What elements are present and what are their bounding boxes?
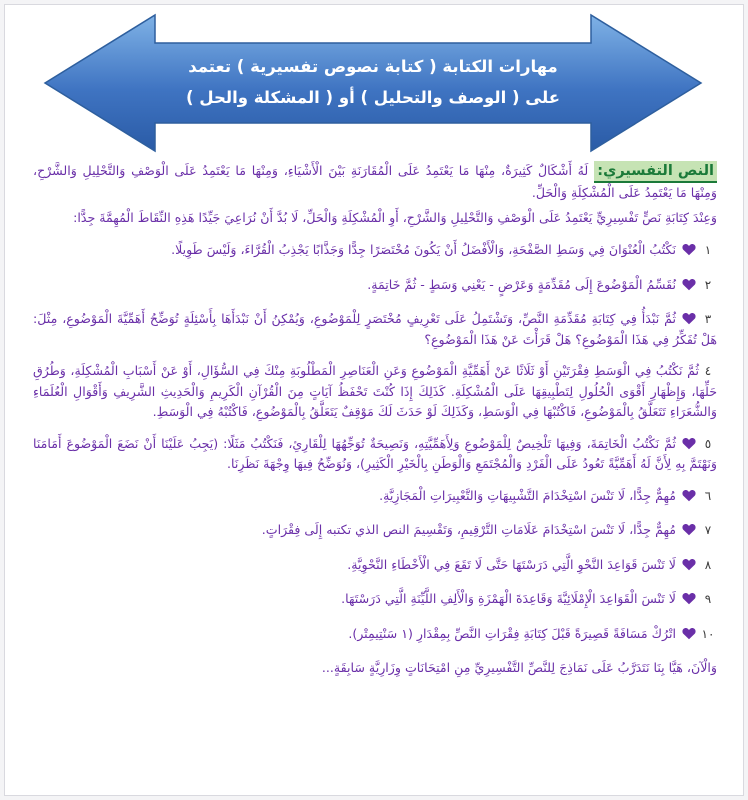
item-text: ثُمَّ نَكْتُبُ الْخَاتِمَةَ، وَفِيهَا تَلْخِيصٌ لِلْمَوْضُوعِ وَلِأَهَمِّيَّتِهِ، وَنَصِيحَةٌ تُوَجِّهُهَا لِلْقَارِئِ، فَنَكْتُبُ مَثَلًا: (يَجِبُ عَلَيْنَا أَنْ نَضَعَ الْمَوْضُوعَ أَمَامَنَا وَنَهْتَمَّ بِهِ لِأَنَّ لَهُ أَهَمِّيَّةً تَعُودُ عَلَى الْفَرْدِ وَالْمُجْتَمَعِ وَالْوَطَنِ بِالْخَيْرِ الْكَثِيرِ)، وَنُوَضِّحُ فِيهَا وِجْهَةَ نَظَرِنَا. xyxy=(33,435,717,471)
item-text: لَا تَنْسَ قَوَاعِدَ النَّحْوِ الَّتِي دَرَسْتَهَا حَتَّى لَا تَقَعَ فِي الْأَخْطَاءِ النَّحْوِيَّةِ. xyxy=(347,556,676,572)
banner-line-1: مهارات الكتابة ( كتابة نصوص تفسيرية ) تعتمد xyxy=(188,57,558,76)
heart-icon xyxy=(682,627,696,640)
list-item xyxy=(33,589,717,610)
heart-icon xyxy=(682,523,696,536)
closing-paragraph: وَالْآنَ، هَيَّا بِنَا نَتَدَرَّبُ عَلَى نَمَاذِجَ لِلنَّصِّ التَّفْسِيرِيِّ مِنِ امْتِحَانَاتٍ وِزَارِيَّةٍ سَابِقَةٍ... xyxy=(321,660,717,675)
list-item xyxy=(33,361,717,423)
lead-paragraph: وَعِنْدَ كِتَابَةِ نَصٍّ تَفْسِيرِيٍّ يَعْتَمِدُ عَلَى الْوَصْفِ وَالتَّحْلِيلِ وَالشَّرْحِ، أَوِ الْمُشْكِلَةِ وَالْحَلِّ، لَا بُدَّ أَنْ نُرَاعِيَ جَيِّدًا هَذِهِ النِّقَاطَ الْمُهِمَّةَ جِدًّا: xyxy=(73,209,717,225)
item-text: نَكْتُبُ الْعُنْوَانَ فِي وَسَطِ الصَّفْحَةِ، وَالْأَفْضَلُ أَنْ يَكُونَ مُخْتَصَرًا جِدًّا وَجَذَّابًا يَجْذِبُ الْقُرَّاءَ، وَلَيْسَ طَوِيلًا. xyxy=(171,242,676,257)
item-number: ٦ xyxy=(704,488,712,503)
heart-icon xyxy=(682,243,696,256)
item-text: لَا تَنْسَ الْقَوَاعِدَ الْإِمْلَائِيَّةَ وَقَاعِدَةَ الْهَمْزَةِ وَالْأَلِفِ اللَّيِّنَةِ الَّتِي دَرَسْتَهَا. xyxy=(341,591,676,606)
item-number: ٧ xyxy=(704,523,712,537)
title-banner xyxy=(43,13,703,153)
heart-icon xyxy=(682,278,696,291)
list-item xyxy=(33,434,717,475)
item-text: ثُمَّ نَكْتُبُ فِي الْوَسَطِ فِقْرَتَيْنِ أَوْ ثَلَاثًا عَنْ أَهَمِّيَّةِ الْمَوْضُوعِ وَعَنِ الْعَنَاصِرِ الْمَطْلُوبَةِ مِنْكَ فِي السُّؤَالِ، أَوْ عَنْ أَسْبَابِ الْمُشْكِلَةِ، وَطُرُقِ حَلِّهَا، وَإِظْهَارِ أَقْوَى الْحُلُولِ لِتَطْبِيقِهَا عَلَى الْمُشْكِلَةِ. كَذَلِكَ إِذَا كُنْتَ تَحْفَظُ آيَاتٍ مِنَ الْقُرْآنِ الْكَرِيمِ وَالْحَدِيثِ الشَّرِيفِ وَأَقْوَالِ الْعُلَمَاءِ وَالشُّعَرَاءِ تَتَعَلَّقُ بِالْمَوْضُوعِ، فَاكْتُبْهَا فِي الْوَسَطِ، وَكَذَلِكَ لَوْ حَدَثَ لَكَ مَوْقِفٌ يَتَعَلَّقُ بِالْمَوْضُوعِ، فَاكْتُبْهُ فِي الْوَسَطِ. xyxy=(33,363,717,419)
list-item xyxy=(33,486,717,507)
item-text: نُقَسِّمُ الْمَوْضُوعَ إِلَى مُقَدِّمَةٍ وَعَرْضٍ - يَعْنِي وَسَطٍ - ثُمَّ خَاتِمَةٍ. xyxy=(367,276,676,292)
document-page xyxy=(4,4,744,796)
heart-icon xyxy=(682,437,696,450)
heart-icon xyxy=(682,592,696,605)
item-number: ٥ xyxy=(704,436,712,451)
list-item xyxy=(33,555,717,576)
list-item xyxy=(33,624,717,645)
item-number: ٣ xyxy=(704,312,712,326)
section-title: النص التفسيري: xyxy=(594,161,717,183)
banner-title xyxy=(173,51,573,113)
item-text: مُهِمٌّ جِدًّا، لَا تَنْسَ اسْتِخْدَامَ التَّشْبِيهَاتِ وَالتَّعْبِيرَاتِ الْمَجَازِيَّةِ. xyxy=(379,487,676,503)
item-number: ١٠ xyxy=(701,626,715,641)
list-item xyxy=(33,275,717,296)
points-list xyxy=(33,240,717,644)
list-item xyxy=(33,240,717,261)
intro-text: لَهُ أَشْكَالٌ كَثِيرَةٌ، مِنْهَا مَا يَعْتَمِدُ عَلَى الْمُقَارَنَةِ بَيْنَ الْأَشْيَاءِ، وَمِنْهَا مَا يَعْتَمِدُ عَلَى الْوَصْفِ وَالتَّحْلِيلِ وَالشَّرْحِ، وَمِنْهَا مَا يَعْتَمِدُ عَلَى الْمُشْكِلَةِ وَالْحَلِّ. xyxy=(33,163,717,200)
item-number: ١ xyxy=(704,243,712,257)
intro-paragraph xyxy=(33,161,717,204)
list-item xyxy=(33,520,717,541)
item-number: ٤ xyxy=(704,364,712,378)
body-text xyxy=(33,161,717,679)
banner-line-2: على ( الوصف والتحليل ) أو ( المشكلة والحل ) xyxy=(186,88,560,107)
item-number: ٨ xyxy=(704,557,712,572)
heart-icon xyxy=(682,558,696,571)
item-text: ثُمَّ نَبْدَأُ فِي كِتَابَةِ مُقَدِّمَةِ النَّصِّ، وَتَشْتَمِلُ عَلَى تَعْرِيفٍ مُخْتَصَرٍ لِلْمَوْضُوعِ، وَيُمْكِنُ أَنْ نَبْدَأَهَا بِأَسْئِلَةٍ تُوَضِّحُ أَهَمِّيَّةَ الْمَوْضُوعِ، مِثْلَ: هَلْ تُفَكِّرُ فِي هَذَا الْمَوْضُوعِ؟ هَلْ قَرَأْتَ عَنْ هَذَا الْمَوْضُوعِ؟ xyxy=(33,311,717,347)
list-item xyxy=(33,309,717,350)
item-text: اتْرُكْ مَسَافَةً قَصِيرَةً قَبْلَ كِتَابَةِ فِقْرَاتِ النَّصِّ بِمِقْدَارِ (١ سَنْتِيمِتْر). xyxy=(348,625,676,641)
item-number: ٩ xyxy=(704,592,712,606)
item-number: ٢ xyxy=(704,277,712,292)
heart-icon xyxy=(682,312,696,325)
heart-icon xyxy=(682,489,696,502)
item-text: مُهِمٌّ جِدًّا، لَا تَنْسَ اسْتِخْدَامَ عَلَامَاتِ التَّرْقِيمِ، وَتَقْسِيمَ النص الذي تكتبه إِلَى فِقْرَاتٍ. xyxy=(261,522,676,537)
